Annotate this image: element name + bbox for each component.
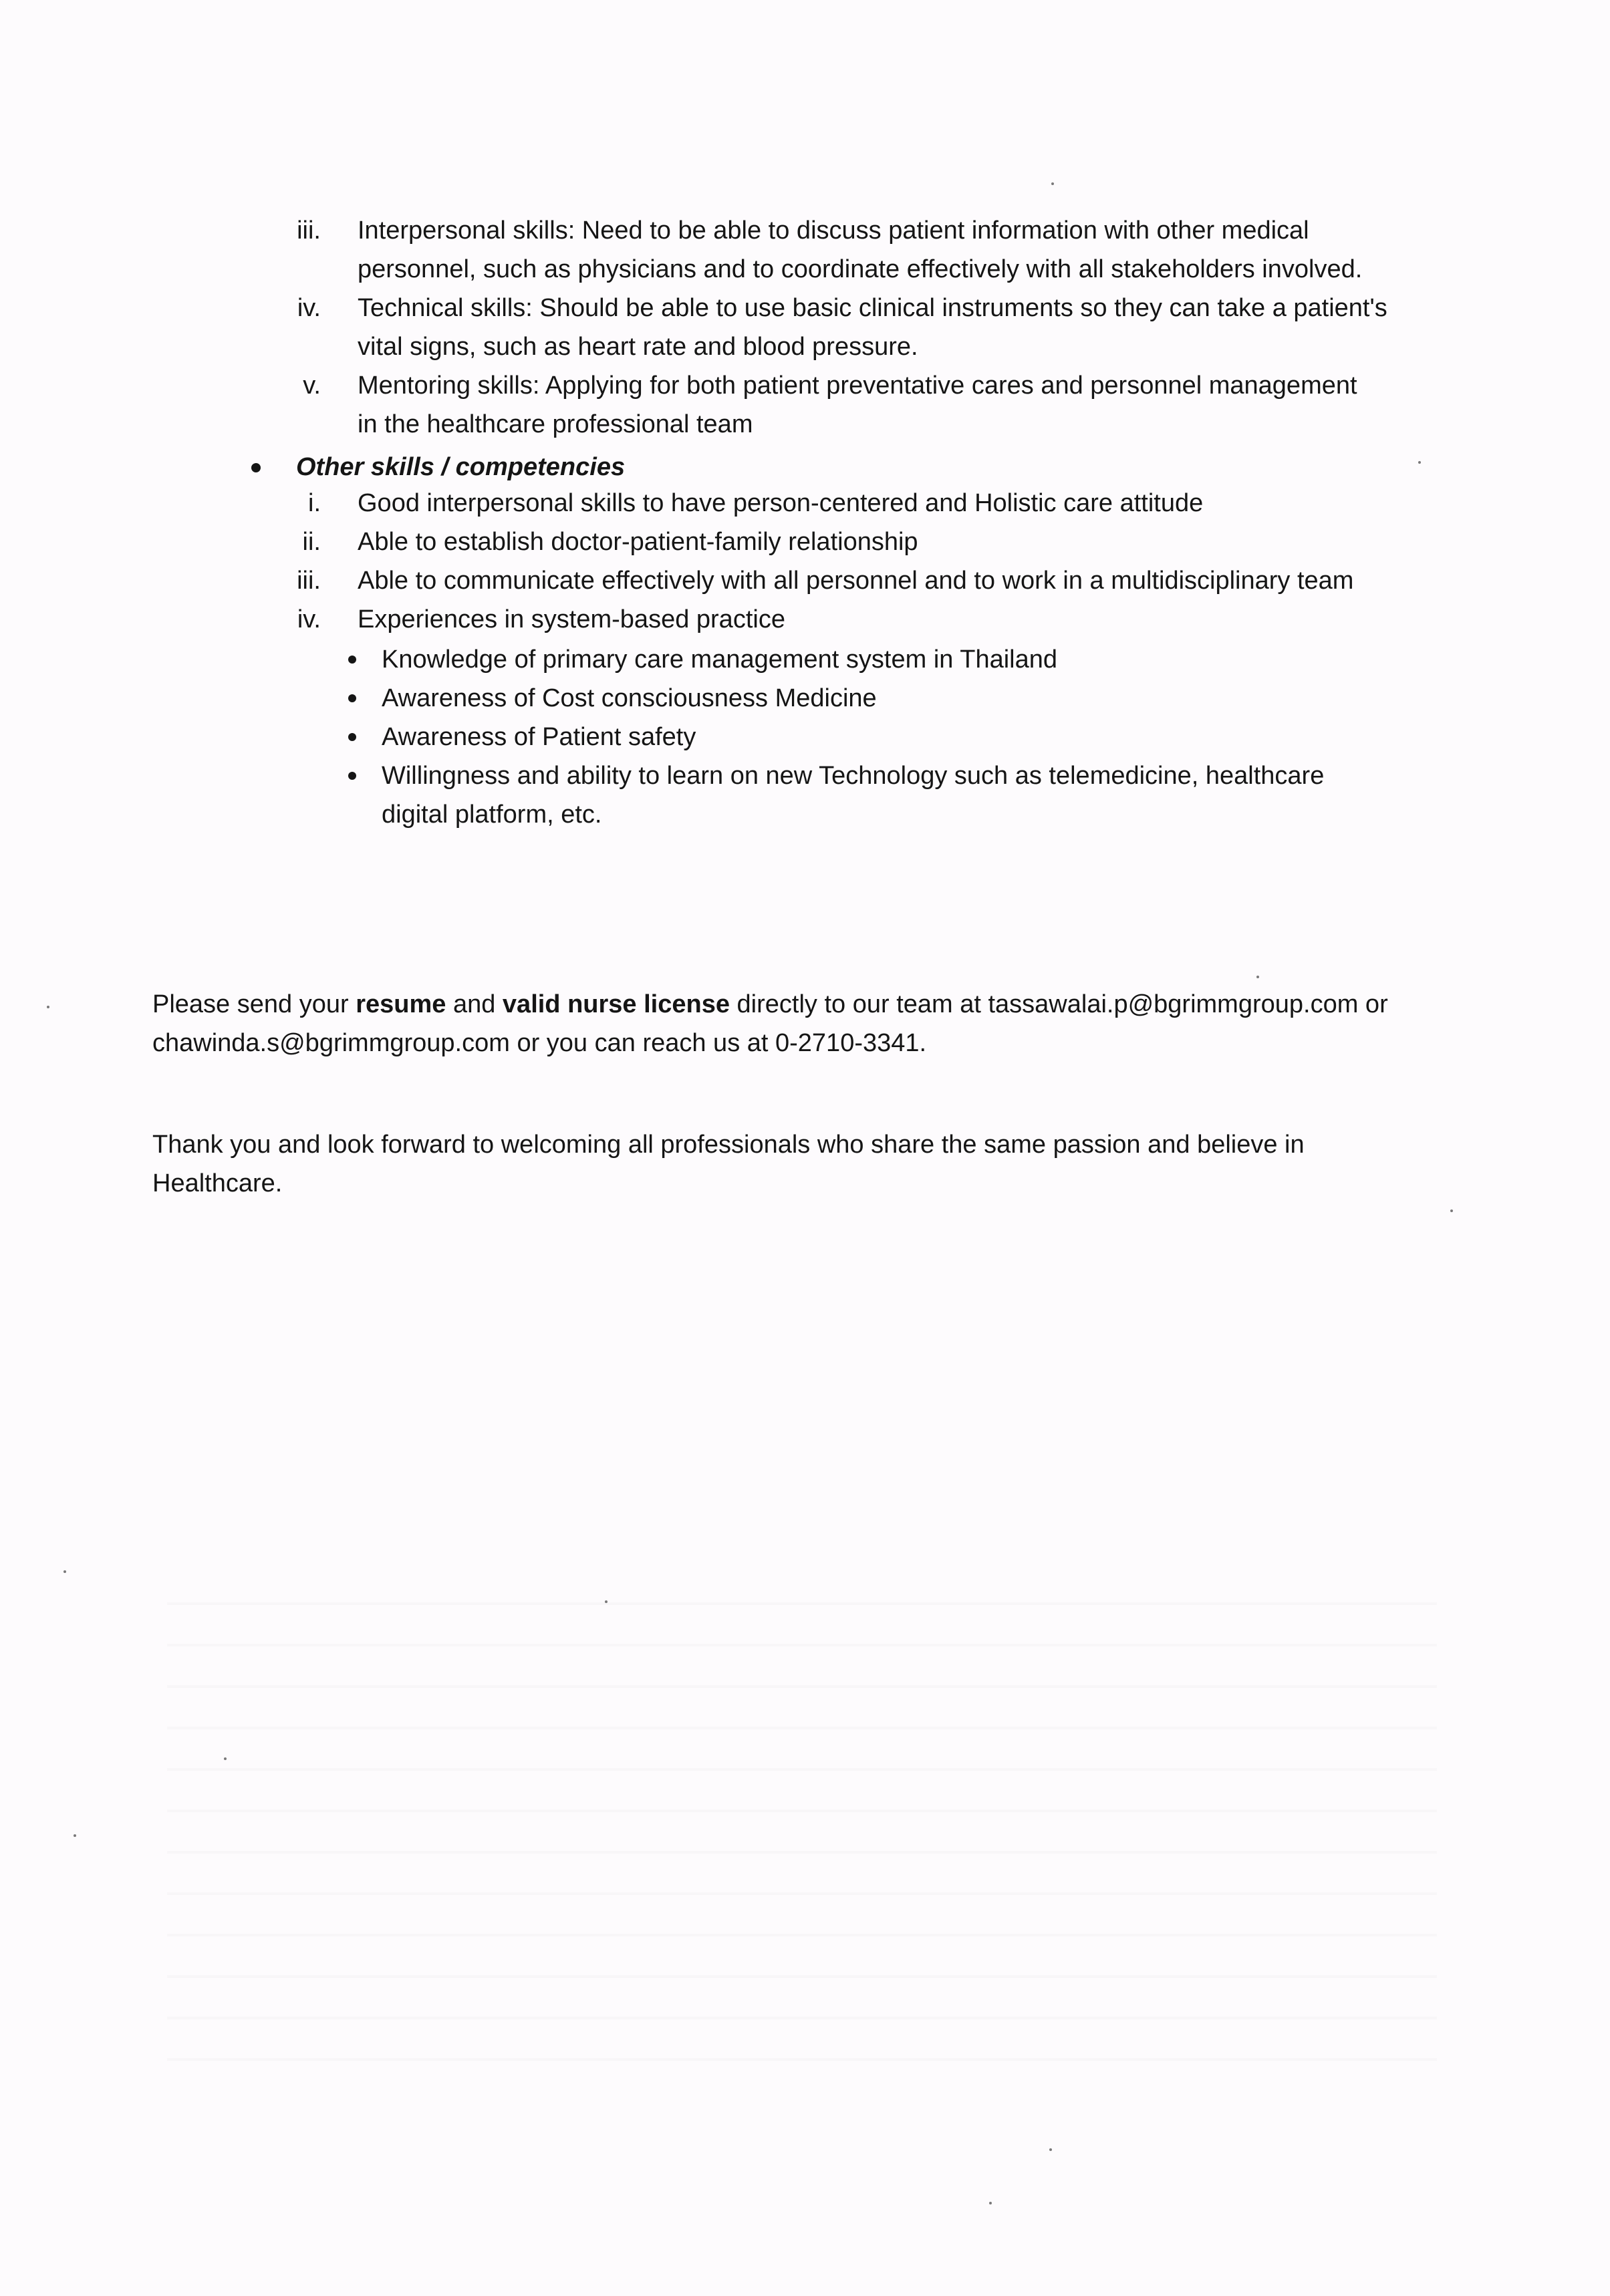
sub-list-item: Knowledge of primary care management system in Thailand	[382, 645, 1058, 674]
contact-email-text: directly to our team at tassawalai.p@bgrimmgroup.com or	[729, 990, 1388, 1018]
sub-list-item: Willingness and ability to learn on new Technology such as telemedicine, healthcare	[382, 762, 1325, 790]
contact-paragraph	[152, 985, 1489, 1062]
bullet-icon	[348, 772, 356, 780]
list-numeral: v.	[303, 372, 321, 400]
closing-line-2: Healthcare.	[152, 1169, 283, 1197]
scan-speck	[1418, 461, 1421, 464]
section-heading: Other skills / competencies	[296, 453, 626, 481]
scan-speck	[1049, 2148, 1052, 2151]
list-item-line: Able to communicate effectively with all personnel and to work in a multidisciplinary team	[358, 567, 1354, 595]
scan-speck	[1051, 182, 1054, 185]
list-numeral: ii.	[302, 528, 321, 556]
scan-speck	[989, 2202, 992, 2204]
list-numeral: iv.	[297, 294, 321, 322]
scan-speck	[605, 1600, 608, 1603]
list-item-line: Interpersonal skills: Need to be able to discuss patient information with other medical	[358, 217, 1309, 245]
contact-and: and	[446, 990, 503, 1018]
bullet-icon	[348, 733, 356, 741]
contact-license-bold: valid nurse license	[502, 990, 730, 1018]
list-numeral: i.	[308, 489, 321, 517]
sub-list-item-continued: digital platform, etc.	[382, 801, 602, 829]
sub-list-item: Awareness of Cost consciousness Medicine	[382, 684, 877, 712]
contact-line-1	[152, 985, 1489, 1024]
list-item-line: Mentoring skills: Applying for both patient preventative cares and personnel management	[358, 372, 1357, 400]
bullet-icon	[348, 694, 356, 702]
sub-list-item: Awareness of Patient safety	[382, 723, 696, 751]
list-numeral: iii.	[297, 217, 321, 245]
closing-line-1: Thank you and look forward to welcoming all professionals who share the same passion and believe in	[152, 1131, 1305, 1159]
bullet-icon	[348, 656, 356, 664]
scan-speck	[224, 1757, 227, 1760]
contact-resume-bold: resume	[356, 990, 446, 1018]
list-numeral: iii.	[297, 567, 321, 595]
bleed-through-texture	[167, 1570, 1437, 2078]
list-item-line: vital signs, such as heart rate and blood pressure.	[358, 333, 918, 361]
list-item-line: Experiences in system-based practice	[358, 605, 785, 633]
scan-speck	[63, 1570, 66, 1573]
list-numeral: iv.	[297, 605, 321, 633]
closing-paragraph	[152, 1125, 1489, 1203]
list-item-line: Good interpersonal skills to have person-centered and Holistic care attitude	[358, 489, 1204, 517]
scan-speck	[74, 1834, 76, 1837]
contact-intro: Please send your	[152, 990, 356, 1018]
scan-speck	[47, 1006, 49, 1008]
list-item-line: personnel, such as physicians and to coordinate effectively with all stakeholders involved.	[358, 255, 1363, 283]
list-item-line: in the healthcare professional team	[358, 410, 753, 438]
contact-line-2: chawinda.s@bgrimmgroup.com or you can reach us at 0-2710-3341.	[152, 1029, 927, 1057]
scan-speck	[1256, 976, 1259, 978]
list-item-line: Able to establish doctor-patient-family relationship	[358, 528, 918, 556]
bullet-icon	[251, 463, 261, 472]
list-item-line: Technical skills: Should be able to use basic clinical instruments so they can take a patient's	[358, 294, 1387, 322]
scan-speck	[1450, 1209, 1453, 1212]
